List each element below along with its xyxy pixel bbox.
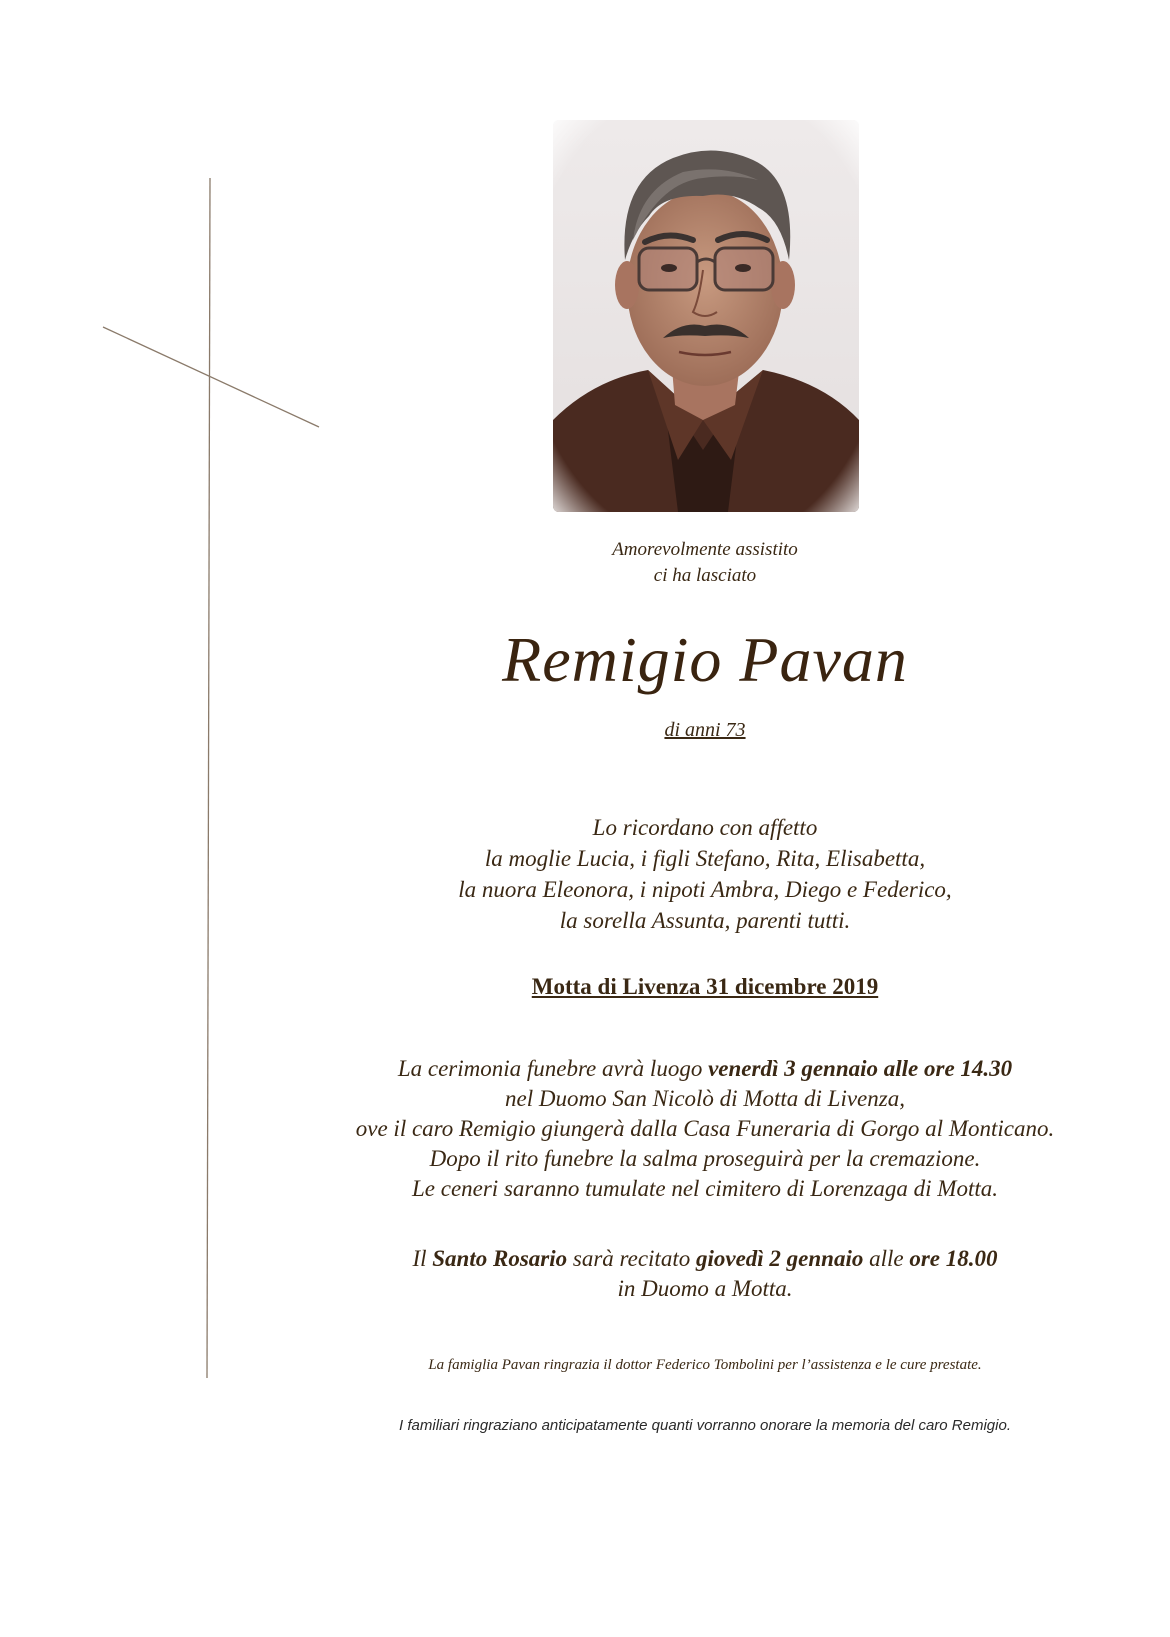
rosary-line: in Duomo a Motta. (617, 1276, 793, 1301)
rosary-line (310, 1244, 1100, 1274)
rosary-block (310, 1244, 1100, 1304)
ceremony-line: Dopo il rito funebre la salma proseguirà per la cremazione. (429, 1146, 981, 1171)
mourners-block (310, 812, 1100, 936)
rosary-text: sarà recitato (567, 1246, 696, 1271)
intro-line: Amorevolmente assistito (612, 539, 798, 560)
ceremony-line: ove il caro Remigio giungerà dalla Casa Funeraria di Gorgo al Monticano. (355, 1116, 1055, 1141)
age-text: di anni 73 (664, 719, 746, 741)
place-date-line (310, 972, 1100, 1002)
mourners-line: la moglie Lucia, i figli Stefano, Rita, Elisabetta, (484, 846, 926, 871)
age-line (310, 716, 1100, 744)
cross-icon (0, 0, 340, 1400)
rosary-time: ore 18.00 (909, 1246, 998, 1271)
rosary-text: Il (412, 1246, 433, 1271)
intro-text (310, 537, 1100, 589)
ceremony-datetime: venerdì 3 gennaio alle ore 14.30 (708, 1056, 1013, 1081)
rosary-date: giovedì 2 gennaio (695, 1246, 864, 1271)
thanks-all-text: I familiari ringraziano anticipatamente quanti vorranno onorare la memoria del caro Remigio. (399, 1417, 1011, 1434)
thanks-doctor-text: La famiglia Pavan ringrazia il dottor Federico Tombolini per l’assistenza e le cure prestate. (428, 1357, 982, 1373)
place-date-text: Motta di Livenza 31 dicembre 2019 (531, 974, 879, 999)
rosary-title: Santo Rosario (432, 1246, 568, 1271)
ceremony-line (310, 1054, 1100, 1084)
ceremony-line: nel Duomo San Nicolò di Motta di Livenza, (505, 1086, 905, 1111)
ceremony-text: La cerimonia funebre avrà luogo (397, 1056, 709, 1081)
ceremony-line: Le ceneri saranno tumulate nel cimitero di Lorenzaga di Motta. (411, 1176, 999, 1201)
mourners-line: Lo ricordano con affetto (592, 815, 818, 840)
mourners-line: la nuora Eleonora, i nipoti Ambra, Diego e Federico, (458, 877, 952, 902)
deceased-name: Remigio Pavan (502, 624, 908, 695)
ceremony-block (310, 1054, 1100, 1204)
rosary-text: alle (863, 1246, 910, 1271)
mourners-line: la sorella Assunta, parenti tutti. (559, 908, 851, 933)
intro-line: ci ha lasciato (653, 565, 757, 586)
portrait-photo (553, 120, 859, 512)
